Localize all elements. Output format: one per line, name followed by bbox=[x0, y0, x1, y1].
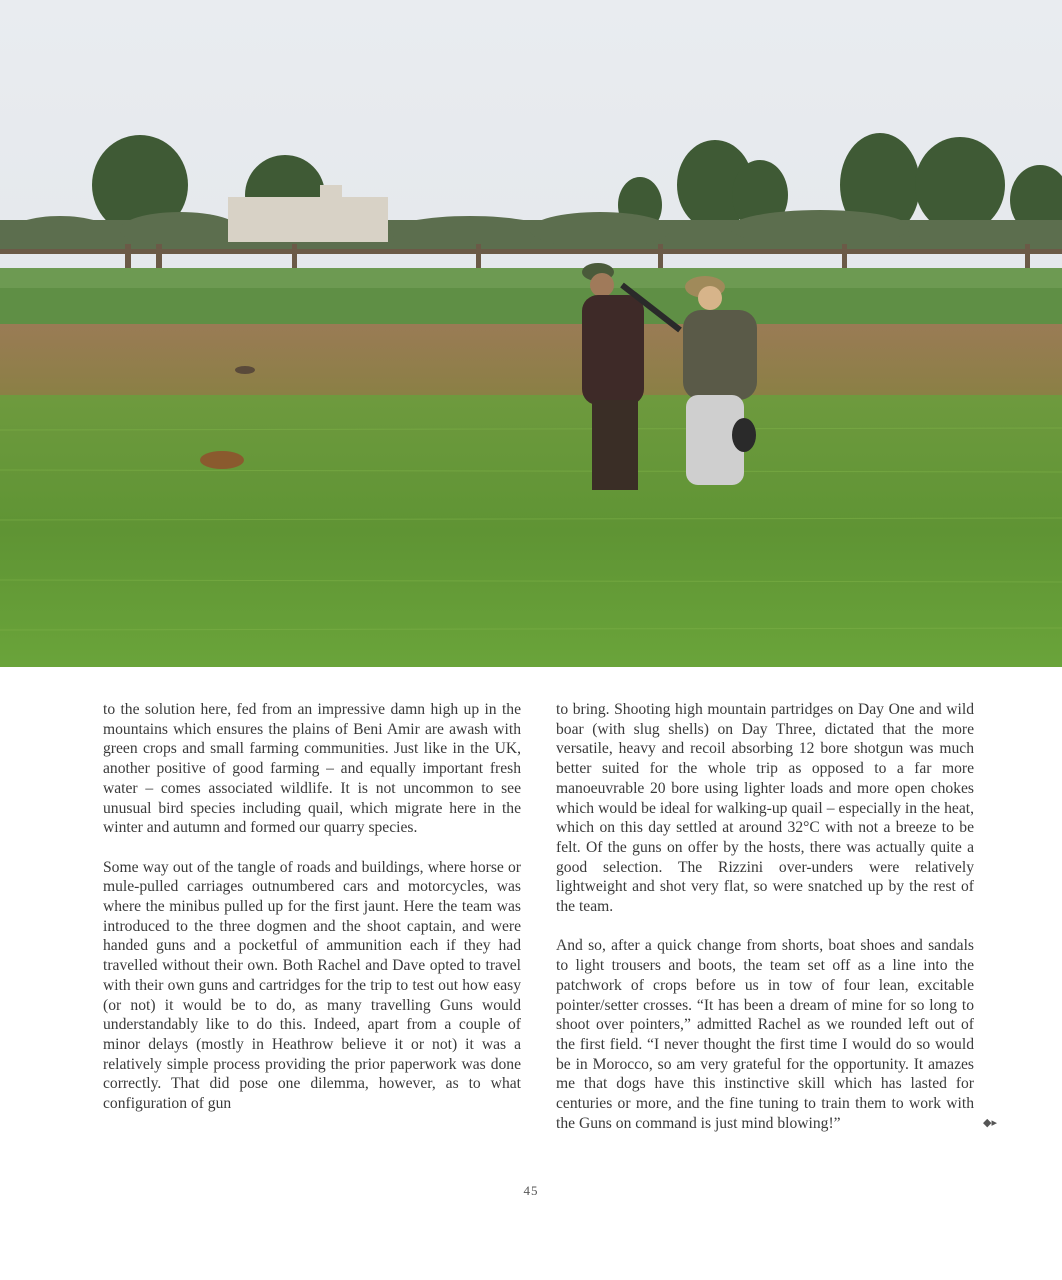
paragraph: And so, after a quick change from shorts, boat shoes and sandals to light trousers and boots, the team set off as a line into the patchwork of crops before us in tow of four lean, excitable pointer/setter crosses. “It has been a dream of mine for so long to shoot over pointers,” admitted Rachel as we rounded left out of the first field. “I never thought the first time I would do so would be in Morocco, so am very grateful for the opportunity. It amazes me that dogs have this instinctive skill which has lasted for centuries or more, and the fine tuning to train them to work with the Guns on command is just mind blowing!” bbox=[556, 937, 974, 1132]
dog bbox=[200, 451, 244, 469]
text-column-right bbox=[556, 700, 974, 1153]
article-end-mark-icon: ◆▸ bbox=[983, 1116, 997, 1129]
paragraph: to the solution here, fed from an impressive damn high up in the mountains which ensures the plains of Beni Amir are awash with green crops and small farming communities. Just like in the UK, another positive of good farming – and equally important fresh water – comes associated wildlife. It is not uncommon to see unusual bird species including quail, which migrate here in the winter and autumn and formed our quarry species. bbox=[103, 701, 521, 837]
text-column-left bbox=[103, 700, 521, 1133]
paragraph: to bring. Shooting high mountain partridges on Day One and wild boar (with slug shells) on Day Three, dictated that the more versatile, heavy and recoil absorbing 12 bore shotgun was much better suited for the whole trip as opposed to a far more manoeuvrable 20 bore using lighter loads and more open chokes which would be ideal for walking-up quail – especially in the heat, which on this day settled at around 32°C with not a breeze to be felt. Of the guns on offer by the hosts, there was actually quite a good selection. The Rizzini over-unders were relatively lightweight and shot very flat, so were snatched up by the rest of the team. bbox=[556, 701, 974, 916]
page-number: 45 bbox=[523, 1183, 539, 1198]
paragraph: Some way out of the tangle of roads and buildings, where horse or mule-pulled carriages outnumbered cars and motorcycles, was where the minibus pulled up for the first jaunt. Here the team was introduced to the three dogmen and the shoot captain, and were handed guns and a pocketful of ammunition each if they had travelled without their own. Both Rachel and Dave opted to travel with their own guns and cartridges for the trip to test out how easy (or not) it would be to do, as many travelling Guns would understandably like to do this. Indeed, apart from a couple of minor delays (mostly in Heathrow believe it or not) it was a relatively simple process providing the prior paperwork was done correctly. That did pose one dilemma, however, as to what configuration of gun bbox=[103, 858, 521, 1113]
